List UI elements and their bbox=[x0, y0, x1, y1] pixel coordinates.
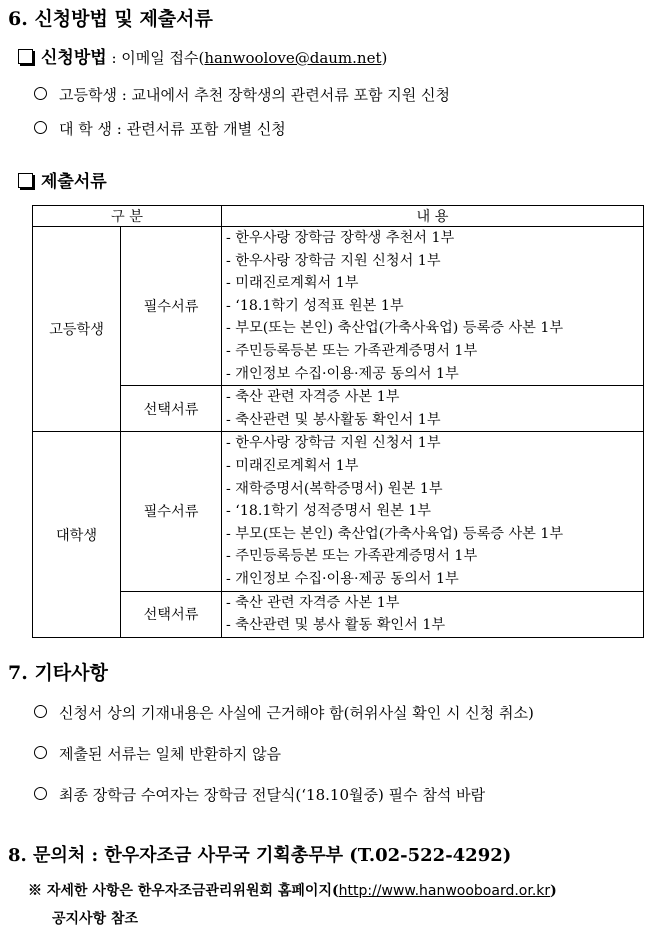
list-item: - 부모(또는 본인) 축산업(가축사육업) 등록증 사본 1부 bbox=[226, 320, 564, 337]
bullet-text: 고등학생 : 교내에서 추천 장학생의 관련서류 포함 지원 신청 bbox=[59, 86, 450, 104]
circle-bullet-icon bbox=[34, 746, 47, 759]
bullet-text: 최종 장학금 수여자는 장학금 전달식(‘18.10월중) 필수 참석 바람 bbox=[59, 786, 486, 804]
required-list-highschool bbox=[222, 227, 644, 386]
list-item: - 한우사랑 장학금 장학생 추천서 1부 bbox=[226, 230, 455, 246]
table-row bbox=[33, 432, 644, 591]
optional-list-university bbox=[222, 591, 644, 637]
list-item: - 축산관련 및 봉사활동 확인서 1부 bbox=[226, 411, 441, 428]
note-prefix: ※ 자세한 사항은 한우자조금관리위원회 홈페이지( bbox=[28, 883, 339, 899]
list-item: - 개인정보 수집·이용·제공 동의서 1부 bbox=[226, 365, 459, 382]
list-item: - 개인정보 수집·이용·제공 동의서 1부 bbox=[226, 570, 459, 587]
table-row bbox=[33, 227, 644, 386]
list-item: - 부모(또는 본인) 축산업(가축사육업) 등록증 사본 1부 bbox=[226, 525, 564, 542]
list-item: - ‘18.1학기 성적표 원본 1부 bbox=[226, 297, 404, 314]
list-item: - 한우사랑 장학금 지원 신청서 1부 bbox=[226, 435, 441, 452]
section7-title: 7. 기타사항 bbox=[8, 662, 108, 684]
bullet-text: 제출된 서류는 일체 반환하지 않음 bbox=[59, 745, 281, 763]
circle-bullet-icon bbox=[34, 87, 47, 100]
list-item: - 미래진로계획서 1부 bbox=[226, 275, 359, 292]
bullet-highschool bbox=[34, 84, 450, 105]
required-list-university bbox=[222, 432, 644, 591]
docs-label: 제출서류 bbox=[41, 172, 107, 192]
bullet-text: 신청서 상의 기재내용은 사실에 근거해야 함(허위사실 확인 시 신청 취소) bbox=[59, 704, 534, 722]
list-item: - 한우사랑 장학금 지원 신청서 1부 bbox=[226, 252, 441, 269]
checkbox-square-icon bbox=[18, 49, 33, 64]
homepage-link[interactable]: http://www.hanwooboard.or.kr bbox=[338, 883, 551, 899]
group-name-highschool: 고등학생 bbox=[33, 227, 121, 432]
optional-list-highschool bbox=[222, 386, 644, 432]
optional-label: 선택서류 bbox=[121, 591, 222, 637]
documents-table bbox=[32, 205, 644, 638]
list-item: - 축산관련 및 봉사 활동 확인서 1부 bbox=[226, 617, 446, 634]
note-suffix: ) bbox=[550, 883, 557, 899]
bullet-etc-3 bbox=[34, 784, 485, 805]
list-item: - 축산 관련 자격증 사본 1부 bbox=[226, 389, 400, 406]
table-row bbox=[33, 591, 644, 637]
table-header-row bbox=[33, 206, 644, 227]
list-item: - 축산 관련 자격증 사본 1부 bbox=[226, 594, 400, 611]
table-row bbox=[33, 386, 644, 432]
circle-bullet-icon bbox=[34, 705, 47, 718]
required-label: 필수서류 bbox=[121, 227, 222, 386]
required-label: 필수서류 bbox=[121, 432, 222, 591]
method-email-link[interactable]: hanwoolove@daum.net bbox=[204, 49, 382, 67]
group-name-university: 대학생 bbox=[33, 432, 121, 637]
bullet-university bbox=[34, 118, 286, 139]
list-item: - 주민등록등본 또는 가족관계증명서 1부 bbox=[226, 342, 478, 359]
section8-title: 8. 문의처 : 한우자조금 사무국 기획총무부 (T.02-522-4292) bbox=[8, 845, 512, 866]
bullet-text: 대 학 생 : 관련서류 포함 개별 신청 bbox=[59, 120, 286, 138]
method-line bbox=[18, 43, 387, 68]
section6-title: 6. 신청방법 및 제출서류 bbox=[8, 8, 213, 30]
optional-label: 선택서류 bbox=[121, 386, 222, 432]
contact-note bbox=[28, 880, 557, 900]
list-item: - 주민등록등본 또는 가족관계증명서 1부 bbox=[226, 548, 478, 565]
method-end: ) bbox=[381, 49, 388, 67]
circle-bullet-icon bbox=[34, 787, 47, 800]
list-item: - 미래진로계획서 1부 bbox=[226, 457, 359, 474]
circle-bullet-icon bbox=[34, 121, 47, 134]
method-sep: : 이메일 접수( bbox=[106, 49, 205, 67]
header-category: 구 분 bbox=[33, 206, 222, 227]
header-content: 내 용 bbox=[222, 206, 644, 227]
list-item: - 재학증명서(복학증명서) 원본 1부 bbox=[226, 480, 443, 497]
checkbox-square-icon bbox=[18, 173, 33, 188]
method-label: 신청방법 bbox=[41, 48, 107, 68]
note-line2: 공지사항 참조 bbox=[52, 911, 139, 927]
bullet-etc-1 bbox=[34, 702, 534, 723]
list-item: - ‘18.1학기 성적증명서 원본 1부 bbox=[226, 503, 432, 520]
docs-heading bbox=[18, 167, 107, 192]
bullet-etc-2 bbox=[34, 743, 281, 764]
